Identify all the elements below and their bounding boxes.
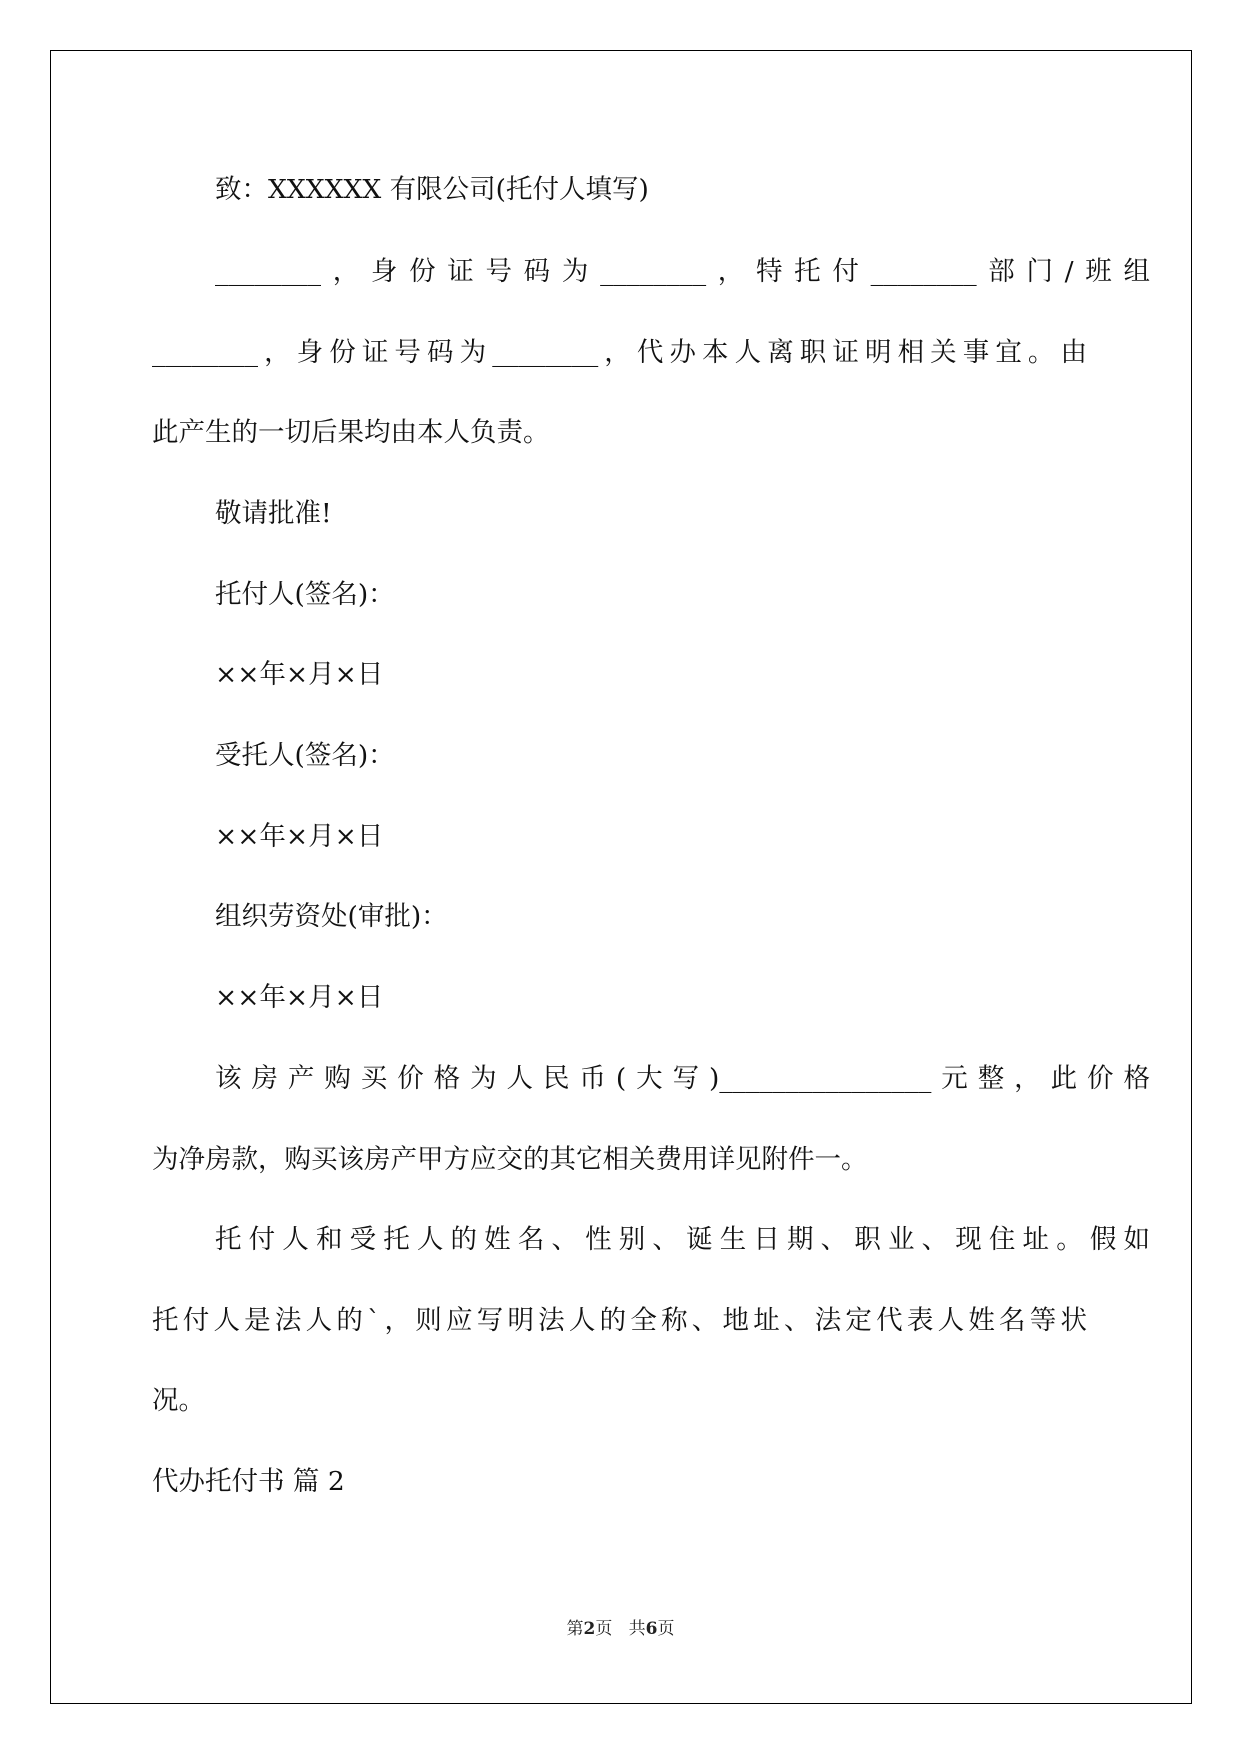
hr-approval-date: ××年×月×日 [215,982,384,1013]
footer-page-number: 2 [583,1619,596,1639]
body-line-2: ________，身份证号码为________，代办本人离职证明相关事宜。由 [152,337,1087,368]
note-line-2: 托付人是法人的`，则应写明法人的全称、地址、法定代表人姓名等状 [152,1305,1087,1336]
footer-mid: 页 共 [595,1619,646,1639]
footer-total-pages: 6 [645,1619,658,1639]
note-line-3: 况。 [152,1385,205,1416]
body-line-3: 此产生的一切后果均由本人负责。 [152,417,550,448]
principal-date: ××年×月×日 [215,659,384,690]
footer-prefix: 第 [566,1619,584,1639]
addressee-line: 致：XXXXXX 有限公司(托付人填写) [215,174,649,205]
request-line: 敬请批准! [215,498,332,529]
page-footer [0,1614,1241,1639]
principal-signature-label: 托付人(签名)： [215,579,395,610]
hr-approval-label: 组织劳资处(审批)： [215,901,448,932]
section-heading: 代办托付书 篇 2 [152,1466,345,1497]
price-line-1: 该房产购买价格为人民币(大写)________________元整，此价格 [215,1063,1150,1094]
page-border [50,50,1192,1704]
agent-date: ××年×月×日 [215,821,384,852]
body-line-1: ________，身份证号码为________，特托付________部门/班组 [215,256,1150,287]
footer-suffix: 页 [657,1619,675,1639]
price-line-2: 为净房款，购买该房产甲方应交的其它相关费用详见附件一。 [152,1144,868,1175]
agent-signature-label: 受托人(签名)： [215,740,395,771]
note-line-1: 托付人和受托人的姓名、性别、诞生日期、职业、现住址。假如 [215,1224,1150,1255]
